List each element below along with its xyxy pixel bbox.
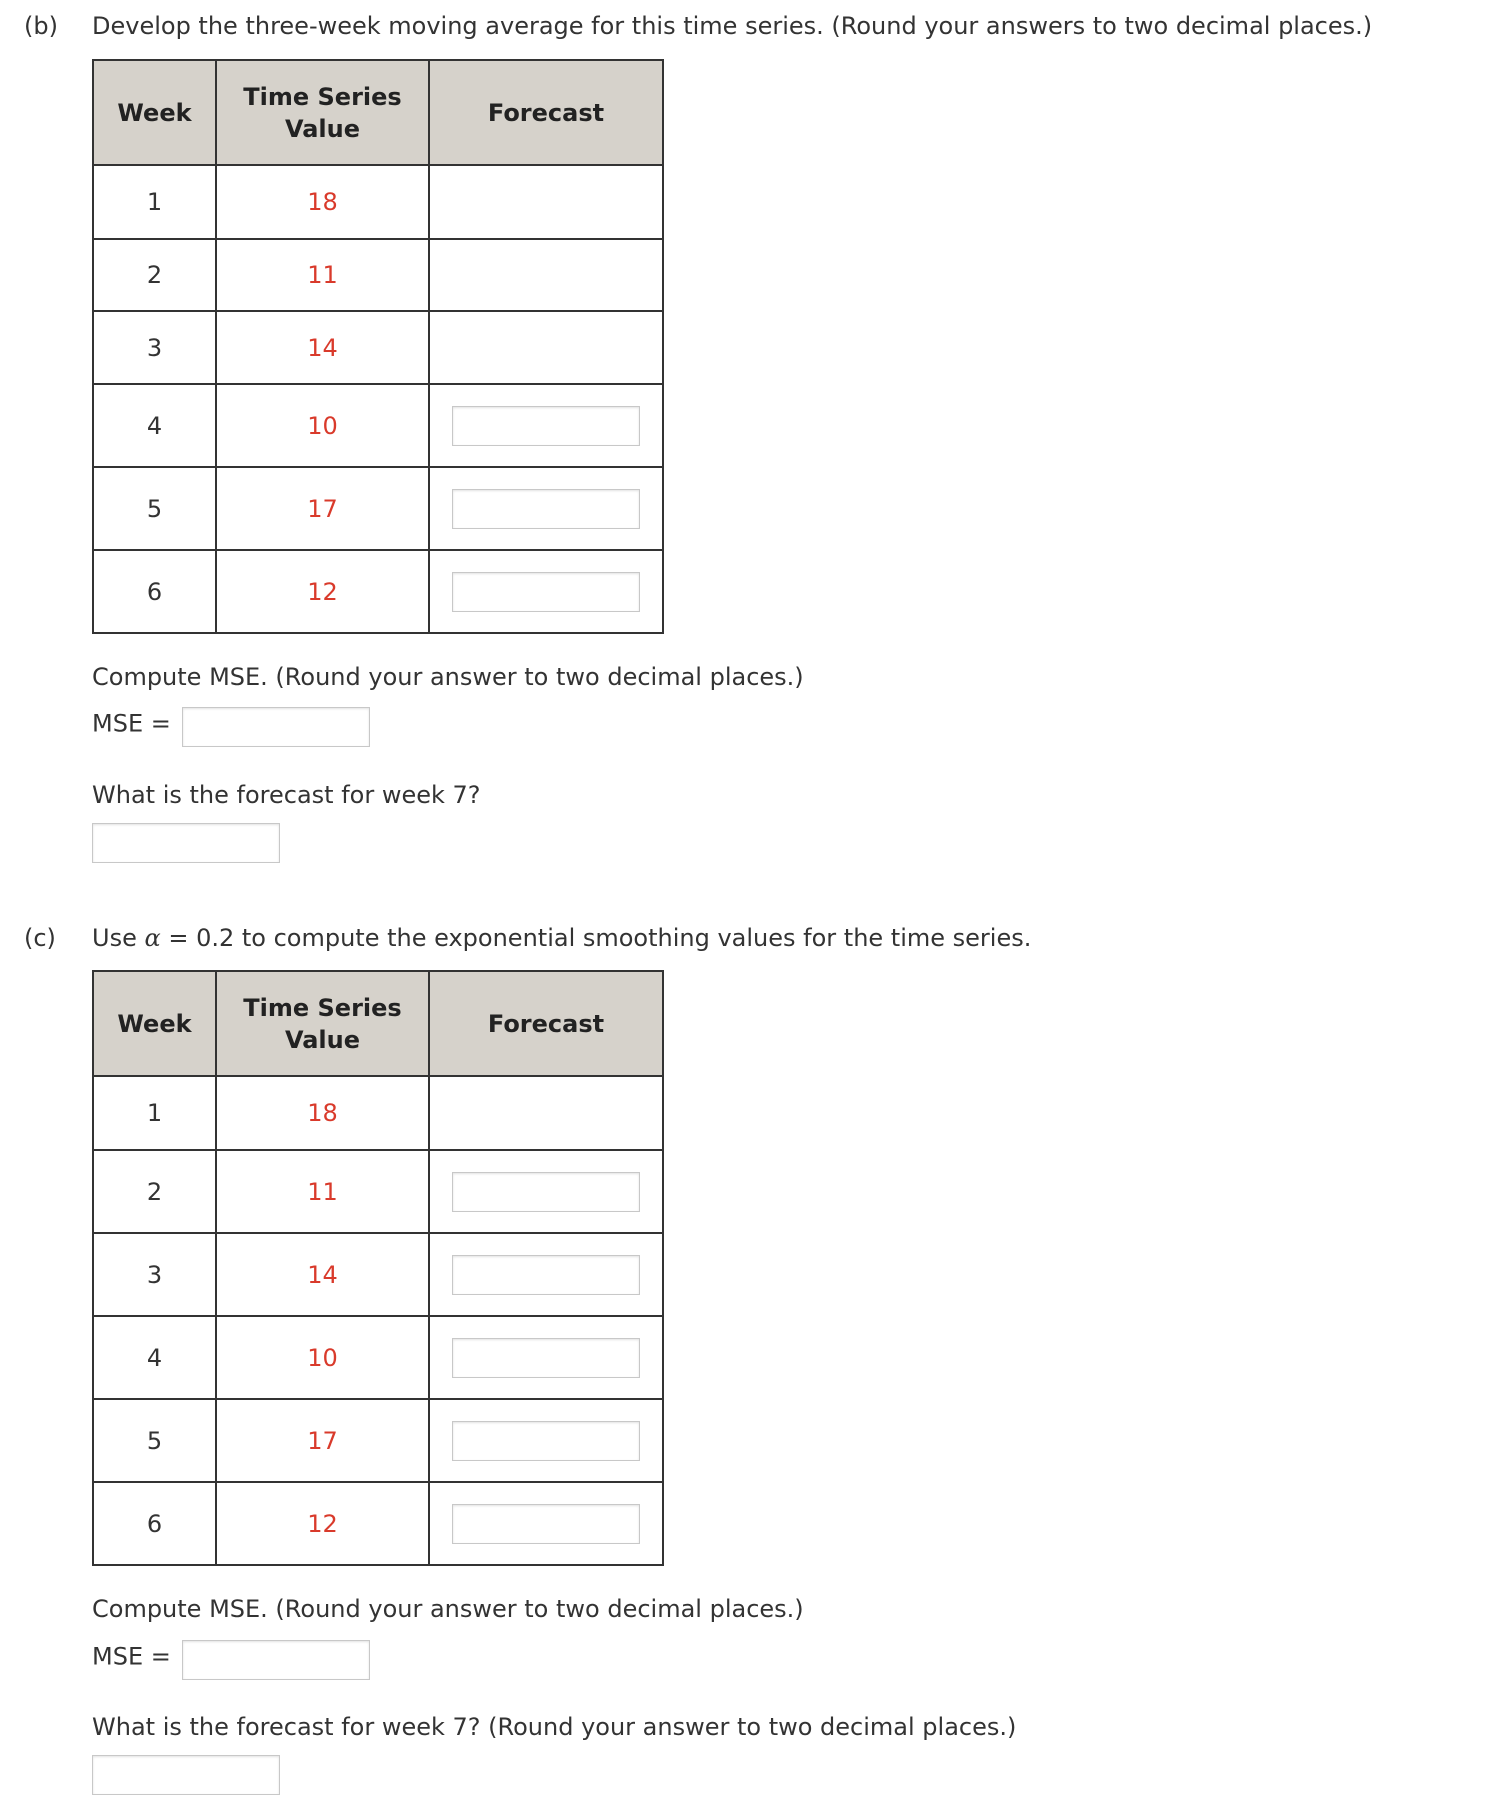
exponential-smoothing-table [92, 970, 664, 1566]
forecast-cell-empty [429, 165, 663, 239]
header-value-line2: Value [284, 114, 361, 143]
header-week: Week [93, 971, 216, 1076]
forecast-cell [429, 1233, 663, 1316]
es-forecast-week-6-input[interactable] [452, 1504, 640, 1544]
header-week: Week [93, 60, 216, 165]
table-row [93, 1076, 663, 1150]
ma-forecast-week-6-input[interactable] [452, 572, 640, 612]
forecast-cell [429, 384, 663, 467]
part-c-label: (c) [24, 924, 56, 952]
table-row [93, 550, 663, 633]
value-cell: 17 [216, 1399, 429, 1482]
part-c-mse-prompt: Compute MSE. (Round your answer to two decimal places.) [92, 1595, 804, 1623]
forecast-cell [429, 1399, 663, 1482]
forecast-cell-empty [429, 1076, 663, 1150]
week-cell: 6 [93, 1482, 216, 1565]
part-c-week7-wrap [92, 1755, 280, 1795]
part-c-mse-input[interactable] [182, 1640, 370, 1680]
table-row [93, 239, 663, 311]
value-cell: 17 [216, 467, 429, 550]
es-forecast-week-2-input[interactable] [452, 1172, 640, 1212]
value-cell: 12 [216, 550, 429, 633]
value-cell: 14 [216, 1233, 429, 1316]
table-row [93, 467, 663, 550]
header-value-line1: Time Series [243, 993, 402, 1022]
table-row [93, 165, 663, 239]
part-b-mse-prompt: Compute MSE. (Round your answer to two decimal places.) [92, 663, 804, 691]
table-row [93, 1233, 663, 1316]
part-b-label: (b) [24, 12, 58, 40]
part-c-week7-prompt: What is the forecast for week 7? (Round your answer to two decimal places.) [92, 1713, 1017, 1741]
table-header-row [93, 60, 663, 165]
header-value-line2: Value [284, 1025, 361, 1054]
table-row [93, 1399, 663, 1482]
forecast-cell-empty [429, 239, 663, 311]
mse-label: MSE = [92, 1642, 171, 1671]
part-c-mse-row [92, 1640, 370, 1680]
week-cell: 1 [93, 1076, 216, 1150]
header-forecast: Forecast [429, 60, 663, 165]
value-cell: 11 [216, 1150, 429, 1233]
mse-label: MSE = [92, 709, 171, 738]
forecast-cell [429, 550, 663, 633]
ma-forecast-week-4-input[interactable] [452, 406, 640, 446]
part-b-week7-input[interactable] [92, 823, 280, 863]
value-cell: 10 [216, 1316, 429, 1399]
week-cell: 5 [93, 467, 216, 550]
table-row [93, 384, 663, 467]
forecast-cell [429, 1316, 663, 1399]
alpha-symbol: α [144, 924, 161, 952]
table-row [93, 311, 663, 384]
moving-average-table [92, 59, 664, 634]
week-cell: 4 [93, 384, 216, 467]
header-value-line1: Time Series [243, 82, 402, 111]
ma-forecast-week-5-input[interactable] [452, 489, 640, 529]
part-c-instruction-suffix: = 0.2 to compute the exponential smoothing values for the time series. [168, 924, 1032, 952]
forecast-cell [429, 1150, 663, 1233]
week-cell: 3 [93, 1233, 216, 1316]
week-cell: 5 [93, 1399, 216, 1482]
week-cell: 1 [93, 165, 216, 239]
table-row [93, 1316, 663, 1399]
part-b-week7-prompt: What is the forecast for week 7? [92, 781, 481, 809]
forecast-cell [429, 467, 663, 550]
table-row [93, 1482, 663, 1565]
es-forecast-week-4-input[interactable] [452, 1338, 640, 1378]
forecast-cell [429, 1482, 663, 1565]
table-header-row [93, 971, 663, 1076]
part-c-instruction-prefix: Use [92, 924, 137, 952]
table-row [93, 1150, 663, 1233]
week-cell: 4 [93, 1316, 216, 1399]
part-b-mse-row [92, 707, 370, 747]
value-cell: 18 [216, 1076, 429, 1150]
value-cell: 10 [216, 384, 429, 467]
header-time-series-value [216, 971, 429, 1076]
part-b-week7-wrap [92, 823, 280, 863]
week-cell: 3 [93, 311, 216, 384]
part-b-mse-input[interactable] [182, 707, 370, 747]
week-cell: 2 [93, 1150, 216, 1233]
es-forecast-week-3-input[interactable] [452, 1255, 640, 1295]
header-time-series-value [216, 60, 429, 165]
part-c-instruction [92, 924, 1031, 952]
value-cell: 11 [216, 239, 429, 311]
header-forecast: Forecast [429, 971, 663, 1076]
es-forecast-week-5-input[interactable] [452, 1421, 640, 1461]
week-cell: 2 [93, 239, 216, 311]
value-cell: 14 [216, 311, 429, 384]
value-cell: 12 [216, 1482, 429, 1565]
value-cell: 18 [216, 165, 429, 239]
forecast-cell-empty [429, 311, 663, 384]
week-cell: 6 [93, 550, 216, 633]
part-c-week7-input[interactable] [92, 1755, 280, 1795]
part-b-instruction: Develop the three-week moving average for this time series. (Round your answers to two decimal places.) [92, 12, 1373, 40]
